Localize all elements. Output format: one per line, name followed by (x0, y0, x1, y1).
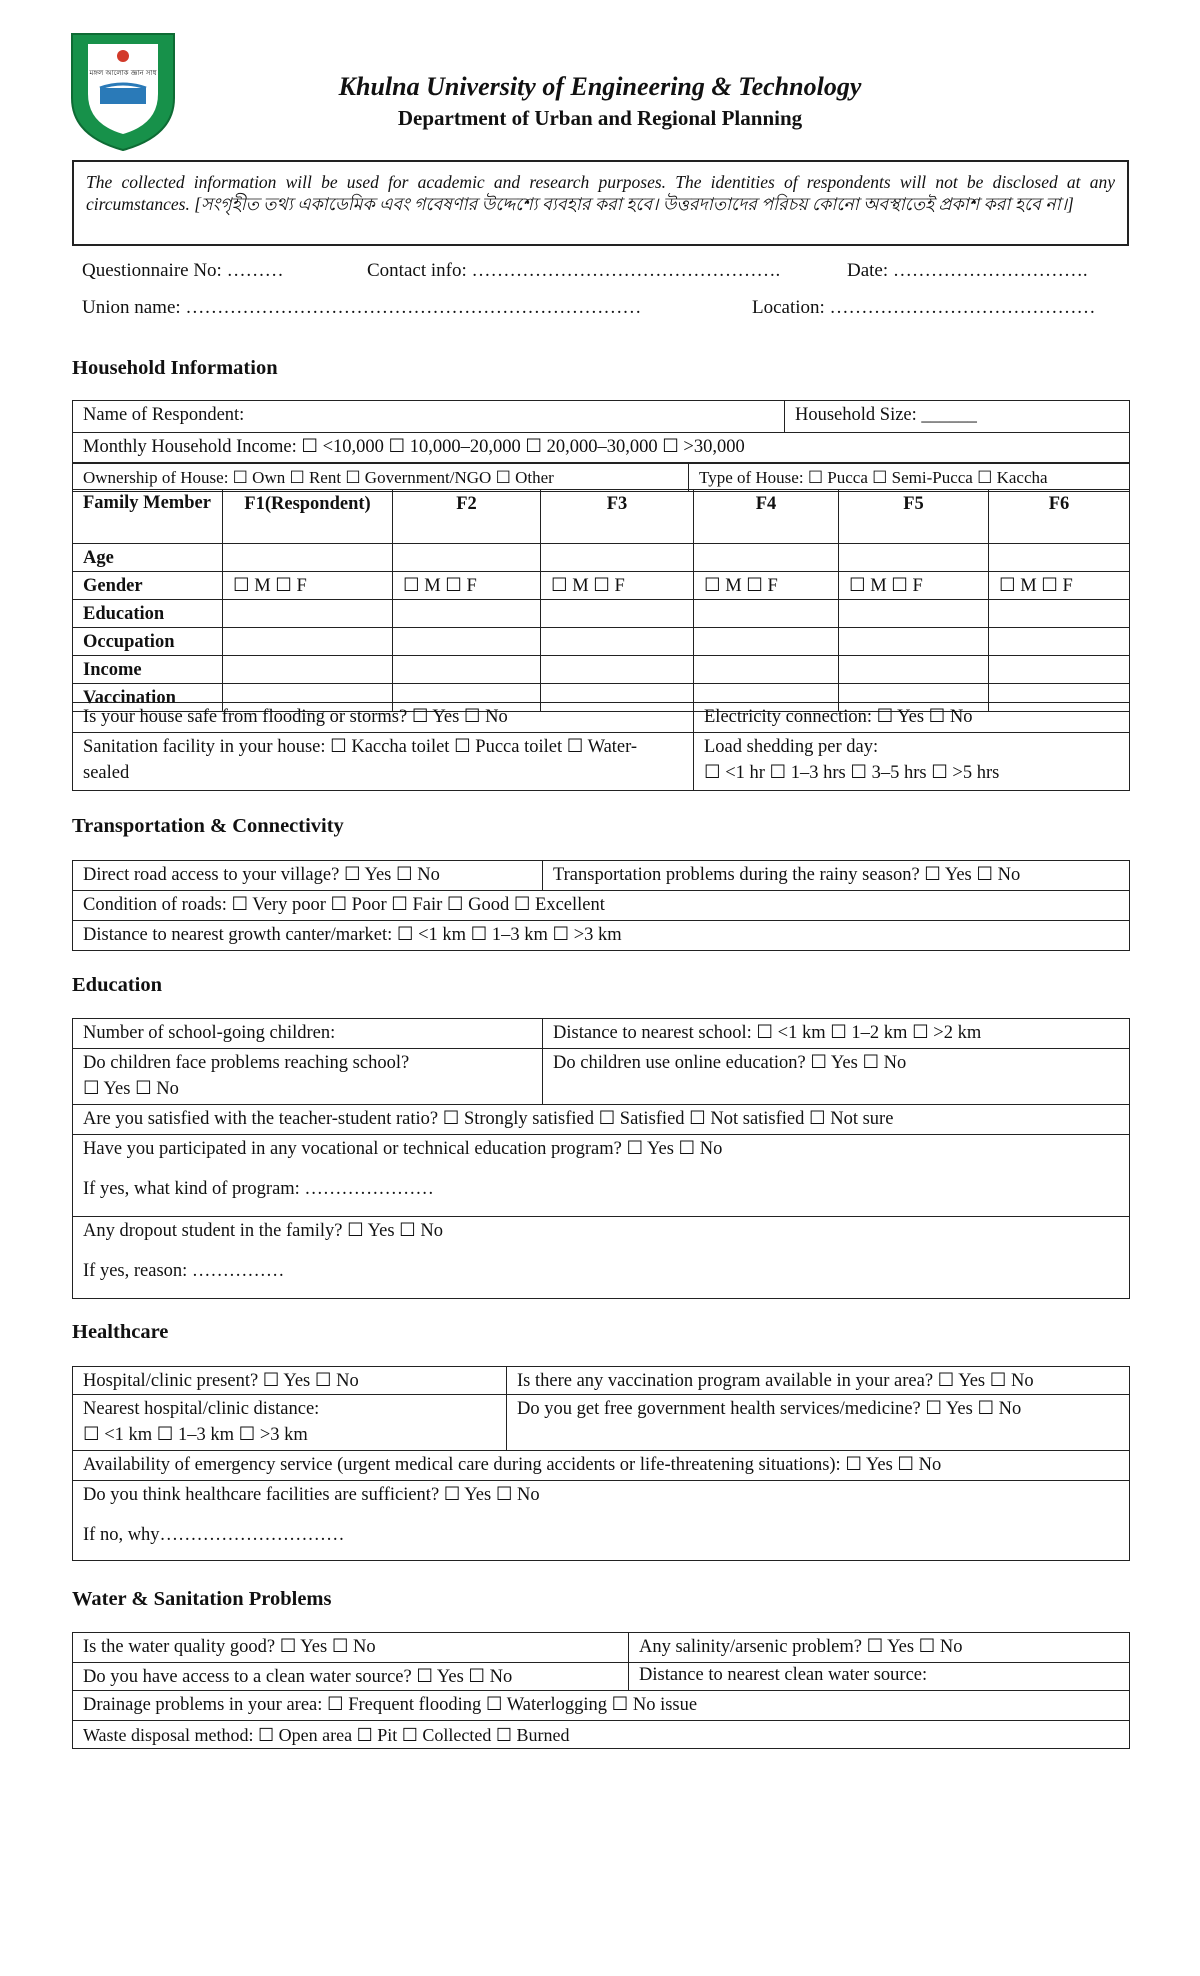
load-shedding-options[interactable]: ☐ <1 hr ☐ 1–3 hrs ☐ 3–5 hrs ☐ >5 hrs (704, 763, 1000, 783)
age-cell[interactable] (223, 544, 393, 572)
school-problems-field[interactable] (73, 1049, 543, 1105)
family-member-header: Family Member (73, 490, 223, 544)
dropout-question: Any dropout student in the family? ☐ Yes ☐ No (83, 1221, 443, 1241)
row-label-income: Income (73, 656, 223, 684)
education-section-title: Education (72, 974, 162, 996)
row-label-age: Age (73, 544, 223, 572)
ownership-field[interactable]: Ownership of House: ☐ Own ☐ Rent ☐ Government/NGO ☐ Other (73, 464, 689, 492)
load-shedding-field[interactable] (694, 733, 1130, 791)
age-cell[interactable] (694, 544, 839, 572)
education-cell[interactable] (694, 600, 839, 628)
road-access-field[interactable]: Direct road access to your village? ☐ Yes ☐ No (73, 861, 543, 891)
occupation-cell[interactable] (839, 628, 989, 656)
healthcare-sufficient-question: Do you think healthcare facilities are sufficient? ☐ Yes ☐ No (83, 1485, 540, 1505)
water-table (72, 1632, 1130, 1749)
school-problems-options[interactable]: ☐ Yes ☐ No (83, 1079, 179, 1099)
row-label-education: Education (73, 600, 223, 628)
family-table (72, 489, 1130, 712)
hospital-distance-label: Nearest hospital/clinic distance: (83, 1399, 320, 1419)
location-field[interactable]: Location: …………………………………… (752, 297, 1096, 318)
age-cell[interactable] (541, 544, 694, 572)
occupation-cell[interactable] (541, 628, 694, 656)
clean-water-distance-field[interactable]: Distance to nearest clean water source: (629, 1663, 1130, 1691)
water-quality-field[interactable]: Is the water quality good? ☐ Yes ☐ No (73, 1633, 629, 1663)
gender-options[interactable]: ☐ M ☐ F (694, 572, 839, 600)
house-type-field[interactable]: Type of House: ☐ Pucca ☐ Semi-Pucca ☐ Kaccha (689, 464, 1130, 492)
university-title: Khulna University of Engineering & Technology (338, 72, 862, 101)
gender-options[interactable]: ☐ M ☐ F (223, 572, 393, 600)
age-cell[interactable] (989, 544, 1130, 572)
hospital-distance-options[interactable]: ☐ <1 km ☐ 1–3 km ☐ >3 km (83, 1425, 308, 1445)
contact-info-field[interactable]: Contact info: …………………………………………. (367, 260, 781, 281)
union-name-field[interactable]: Union name: ……………………………………………………………… (82, 297, 642, 318)
occupation-cell[interactable] (223, 628, 393, 656)
vaccination-program-field[interactable]: Is there any vaccination program available in your area? ☐ Yes ☐ No (507, 1367, 1130, 1395)
market-distance-field[interactable]: Distance to nearest growth canter/market: ☐ <1 km ☐ 1–3 km ☐ >3 km (73, 921, 1130, 951)
education-cell[interactable] (393, 600, 541, 628)
rainy-season-field[interactable]: Transportation problems during the rainy season? ☐ Yes ☐ No (543, 861, 1130, 891)
teacher-ratio-field[interactable]: Are you satisfied with the teacher-student ratio? ☐ Strongly satisfied ☐ Satisfied ☐ Not satisfied ☐ Not sure (73, 1105, 1130, 1135)
table-row (73, 656, 1130, 684)
dropout-reason-input[interactable]: If yes, reason: …………… (83, 1261, 285, 1281)
department-title: Department of Urban and Regional Planning (397, 106, 803, 130)
vocational-question: Have you participated in any vocational or technical education program? ☐ Yes ☐ No (83, 1139, 723, 1159)
income-cell[interactable] (393, 656, 541, 684)
table-row (73, 628, 1130, 656)
table-row (73, 572, 1130, 600)
member-header: F4 (694, 490, 839, 544)
health-section-title: Healthcare (72, 1321, 169, 1343)
household-extra-table (72, 702, 1130, 791)
salinity-field[interactable]: Any salinity/arsenic problem? ☐ Yes ☐ No (629, 1633, 1130, 1663)
emergency-service-field[interactable]: Availability of emergency service (urgent medical care during accidents or life-threatening situations): ☐ Yes ☐ No (73, 1451, 1130, 1481)
table-row (73, 600, 1130, 628)
education-table (72, 1018, 1130, 1299)
school-children-field[interactable]: Number of school-going children: (73, 1019, 543, 1049)
member-header: F1(Respondent) (223, 490, 393, 544)
occupation-cell[interactable] (393, 628, 541, 656)
monthly-income-field[interactable]: Monthly Household Income: ☐ <10,000 ☐ 10,000–20,000 ☐ 20,000–30,000 ☐ >30,000 (73, 433, 1130, 463)
household-size-field[interactable]: Household Size: ______ (785, 401, 1130, 433)
questionnaire-no-field[interactable]: Questionnaire No: ……… (82, 260, 284, 281)
online-education-field[interactable]: Do children use online education? ☐ Yes ☐ No (543, 1049, 1130, 1105)
education-cell[interactable] (541, 600, 694, 628)
income-cell[interactable] (839, 656, 989, 684)
hospital-present-field[interactable]: Hospital/clinic present? ☐ Yes ☐ No (73, 1367, 507, 1395)
free-health-service-field[interactable]: Do you get free government health services/medicine? ☐ Yes ☐ No (507, 1395, 1130, 1451)
transport-section-title: Transportation & Connectivity (72, 815, 344, 837)
privacy-notice: The collected information will be used for academic and research purposes. The identities of respondents will not be disclosed at any circumstances. [সংগৃহীত তথ্য একাডেমিক এবং গবেষণার উদ্দেশ্যে ব্যবহার করা হবে। উত্তরদাতাদের পরিচয় কোনো অবস্থাতেই প্রকাশ করা হবে না।] (72, 160, 1129, 246)
member-header: F6 (989, 490, 1130, 544)
healthcare-sufficient-field[interactable] (73, 1481, 1130, 1561)
table-row (73, 544, 1130, 572)
education-cell[interactable] (839, 600, 989, 628)
education-cell[interactable] (989, 600, 1130, 628)
health-table (72, 1366, 1130, 1561)
load-shedding-label: Load shedding per day: (704, 737, 879, 757)
logo-text: মঙ্গল আলোক জ্ঞান সাধ (89, 69, 157, 77)
dropout-field[interactable] (73, 1217, 1130, 1299)
income-cell[interactable] (694, 656, 839, 684)
household-header-table (72, 400, 1130, 463)
clean-water-access-field[interactable]: Do you have access to a clean water source? ☐ Yes ☐ No (73, 1663, 629, 1691)
date-field[interactable]: Date: …………………………. (847, 260, 1088, 281)
drainage-field[interactable]: Drainage problems in your area: ☐ Frequent flooding ☐ Waterlogging ☐ No issue (73, 1691, 1130, 1721)
occupation-cell[interactable] (694, 628, 839, 656)
waste-disposal-field[interactable]: Waste disposal method: ☐ Open area ☐ Pit ☐ Collected ☐ Burned (73, 1721, 1130, 1749)
age-cell[interactable] (393, 544, 541, 572)
row-label-gender: Gender (73, 572, 223, 600)
school-distance-field[interactable]: Distance to nearest school: ☐ <1 km ☐ 1–2 km ☐ >2 km (543, 1019, 1130, 1049)
occupation-cell[interactable] (989, 628, 1130, 656)
respondent-name-field[interactable]: Name of Respondent: (73, 401, 785, 433)
flood-safety-field[interactable]: Is your house safe from flooding or storms? ☐ Yes ☐ No (73, 703, 694, 733)
age-cell[interactable] (839, 544, 989, 572)
water-section-title: Water & Sanitation Problems (72, 1588, 332, 1610)
gender-options[interactable]: ☐ M ☐ F (393, 572, 541, 600)
member-header: F2 (393, 490, 541, 544)
sanitation-field[interactable]: Sanitation facility in your house: ☐ Kaccha toilet ☐ Pucca toilet ☐ Water-sealed (73, 733, 694, 791)
road-condition-field[interactable]: Condition of roads: ☐ Very poor ☐ Poor ☐ Fair ☐ Good ☐ Excellent (73, 891, 1130, 921)
household-section-title: Household Information (72, 357, 278, 379)
education-cell[interactable] (223, 600, 393, 628)
transport-table (72, 860, 1130, 951)
healthcare-why-input[interactable]: If no, why………………………… (83, 1525, 345, 1545)
row-label-occupation: Occupation (73, 628, 223, 656)
gender-options[interactable]: ☐ M ☐ F (989, 572, 1130, 600)
row-label-vaccination: Vaccination (73, 684, 223, 712)
ownership-table (72, 463, 1130, 492)
income-cell[interactable] (541, 656, 694, 684)
electricity-field[interactable]: Electricity connection: ☐ Yes ☐ No (694, 703, 1130, 733)
income-cell[interactable] (223, 656, 393, 684)
vocational-kind-input[interactable]: If yes, what kind of program: ………………… (83, 1179, 434, 1199)
member-header: F5 (839, 490, 989, 544)
vocational-field[interactable] (73, 1135, 1130, 1217)
member-header: F3 (541, 490, 694, 544)
hospital-distance-field[interactable] (73, 1395, 507, 1451)
school-problems-label: Do children face problems reaching school? (83, 1053, 410, 1073)
income-cell[interactable] (989, 656, 1130, 684)
gender-options[interactable]: ☐ M ☐ F (839, 572, 989, 600)
gender-options[interactable]: ☐ M ☐ F (541, 572, 694, 600)
